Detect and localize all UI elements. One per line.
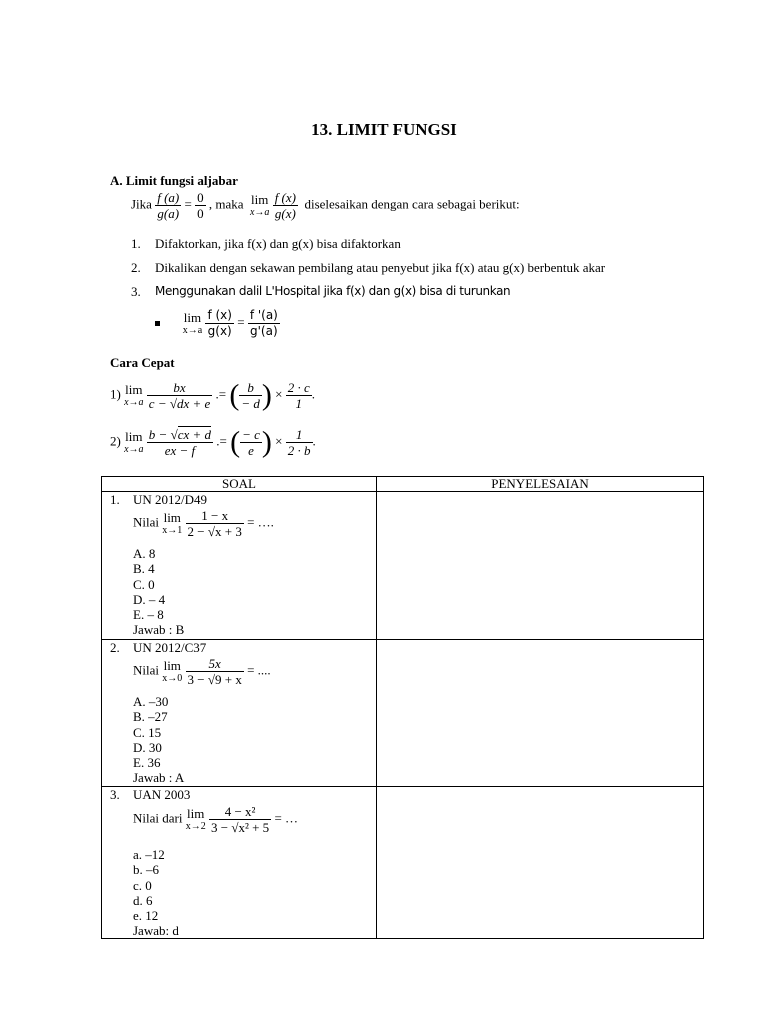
soal-cell: [102, 492, 377, 640]
limit-operator: [162, 511, 182, 537]
numerator: bx: [147, 380, 213, 396]
option: D. – 4: [133, 591, 166, 607]
table-header-row: [102, 477, 704, 492]
lim-sub: x→2: [185, 820, 206, 832]
numerator: b: [239, 380, 262, 396]
question-number: 1.: [110, 492, 120, 507]
table-row: [102, 640, 704, 787]
fx-over-gx: [273, 190, 298, 221]
derivative-fraction: [248, 308, 280, 339]
formula-tail: = ….: [247, 514, 274, 530]
list-item-text: Menggunakan dalil L'Hospital jika f(x) dan g(x) bisa di turunkan: [155, 284, 511, 298]
equals: =: [184, 196, 192, 212]
question-number: 3.: [110, 787, 120, 802]
lim-sub: x→a: [124, 443, 144, 455]
option: E. – 8: [133, 607, 164, 623]
denominator: − d: [241, 396, 260, 411]
option: B. –27: [133, 709, 168, 725]
f-prime: f '(a): [249, 308, 278, 322]
period: .: [312, 433, 316, 449]
denominator-part: 3 −: [187, 672, 208, 687]
denominator: 3 − √9 + x: [187, 672, 242, 687]
denominator: 3 − √x² + 5: [210, 820, 270, 835]
fa-over-ga: [155, 190, 181, 221]
nilai-label: Nilai dari: [133, 810, 183, 826]
table-row: [102, 787, 704, 939]
denominator-part: 3 −: [210, 820, 232, 835]
paren-fraction: [240, 427, 262, 458]
fx-over-gx: [205, 308, 234, 339]
main-fraction: [147, 380, 213, 411]
limit-operator: [183, 311, 202, 337]
fraction: [209, 804, 271, 835]
list-item-number: 2.: [131, 260, 141, 275]
intro-jika: Jika: [131, 196, 152, 212]
zero-den: 0: [197, 206, 204, 221]
denominator: c − √dx + e: [148, 396, 211, 411]
times-sign: ×: [275, 433, 283, 449]
list-item-number: 1.: [131, 236, 141, 251]
nilai-label: Nilai: [133, 662, 159, 678]
denominator: 1: [295, 396, 303, 411]
period: .: [311, 386, 316, 402]
list-item-text: Difaktorkan, jika f(x) dan g(x) bisa difaktorkan: [155, 236, 401, 251]
numerator: 4 − x²: [209, 804, 271, 820]
header-penyelesaian: PENYELESAIAN: [377, 477, 704, 492]
options-list: [133, 546, 184, 638]
fx: f (x): [207, 308, 232, 322]
denominator: e: [248, 443, 254, 458]
hospital-rule: [155, 308, 280, 339]
option: C. 0: [133, 576, 155, 592]
numerator: 5x: [186, 656, 244, 672]
limit-operator: [162, 659, 182, 685]
option: D. 30: [133, 739, 162, 755]
formula-tail: = ....: [247, 662, 271, 678]
option: A. 8: [133, 546, 156, 561]
radicand: dx + e: [176, 396, 211, 411]
denominator-part: 2 −: [187, 524, 208, 539]
option: C. 15: [133, 724, 162, 740]
left-paren: (: [230, 425, 241, 459]
question-formula: [133, 804, 298, 835]
option: e. 12: [133, 908, 159, 924]
paren-fraction: [239, 380, 262, 411]
right-paren: ): [261, 378, 272, 412]
lim-sub: x→a: [124, 396, 144, 408]
question-formula: [133, 656, 271, 687]
formula-number: 2): [110, 433, 121, 449]
fx: f (x): [274, 190, 296, 205]
result-fraction: [286, 380, 312, 411]
denominator: 2 − √x + 3: [187, 524, 242, 539]
formula-number: 1): [110, 386, 121, 402]
equals: .=: [216, 433, 227, 449]
lim-sub: x→a: [182, 324, 203, 336]
lim-sub: x→1: [162, 524, 183, 536]
list-item: [131, 236, 401, 252]
lim-sub: x→0: [162, 672, 183, 684]
numerator: 1: [286, 427, 313, 443]
list-item-text: Dikalikan dengan sekawan pembilang atau penyebut jika f(x) atau g(x) berbentuk akar: [155, 260, 606, 275]
lim-label: lim: [187, 805, 205, 821]
nilai-label: Nilai: [133, 514, 159, 530]
numerator: b − √cx + d: [148, 427, 212, 442]
bullet-icon: [155, 321, 160, 326]
soal-cell: [102, 787, 377, 939]
answer-key: Jawab : A: [133, 770, 185, 786]
denominator: 2 · b: [287, 443, 311, 458]
list-item: [131, 284, 511, 300]
lim-label: lim: [125, 381, 143, 397]
lim-sub: x→a: [249, 206, 270, 218]
limit-operator: [124, 383, 143, 409]
question-source: UN 2012/D49: [133, 492, 208, 507]
right-paren: ): [261, 425, 272, 459]
question-number: 2.: [110, 640, 120, 655]
left-paren: (: [229, 378, 240, 412]
option: d. 6: [133, 892, 153, 908]
penyelesaian-cell: [377, 640, 704, 787]
option: A. –30: [133, 694, 169, 709]
formula-1: [110, 380, 315, 411]
limit-operator: [186, 807, 206, 833]
list-item: [131, 260, 606, 276]
gx: g(x): [274, 206, 296, 221]
options-list: [133, 694, 184, 786]
limit-operator: [124, 430, 143, 456]
formula-2: [110, 427, 316, 458]
equals: =: [237, 314, 245, 330]
fraction: [186, 656, 244, 687]
answer-key: Jawab: d: [133, 923, 179, 939]
equals: .=: [215, 386, 227, 402]
lim-label: lim: [183, 309, 202, 325]
header-soal: SOAL: [102, 477, 377, 492]
denominator-part: c −: [148, 396, 170, 411]
intro-formula: [131, 190, 520, 221]
option: c. 0: [133, 877, 152, 893]
radicand: x² + 5: [238, 820, 270, 835]
question-source: UAN 2003: [133, 787, 191, 802]
radicand: 9 + x: [214, 672, 242, 687]
cara-cepat-heading: Cara Cepat: [110, 355, 175, 370]
ga: g(a): [157, 206, 180, 221]
times-sign: ×: [275, 386, 283, 402]
zero-num: 0: [197, 190, 204, 205]
limit-operator: [250, 193, 269, 219]
options-list: [133, 847, 179, 939]
option: E. 36: [133, 755, 161, 771]
fa: f (a): [157, 190, 180, 205]
section-a-heading: A. Limit fungsi aljabar: [110, 173, 238, 188]
soal-cell: [102, 640, 377, 787]
option: a. –12: [133, 847, 165, 862]
main-fraction: [147, 427, 213, 458]
lim-label: lim: [251, 191, 269, 207]
numerator: 2 · c: [287, 380, 310, 395]
intro-end: diselesaikan dengan cara sebagai berikut:: [304, 196, 520, 212]
result-fraction: [286, 427, 313, 458]
gx: g(x): [207, 324, 232, 338]
option: b. –6: [133, 862, 159, 878]
denominator: ex − f: [164, 443, 196, 458]
radicand: cx + d: [177, 427, 212, 442]
lim-label: lim: [163, 657, 181, 673]
list-item-number: 3.: [131, 284, 141, 299]
g-prime: g'(a): [250, 324, 278, 338]
problems-table: [101, 476, 704, 939]
lim-label: lim: [125, 428, 143, 444]
zero-over-zero: [195, 190, 206, 221]
numerator-part: b −: [148, 427, 171, 442]
question-formula: [133, 508, 274, 539]
answer-key: Jawab : B: [133, 622, 185, 638]
table-row: [102, 492, 704, 640]
penyelesaian-cell: [377, 492, 704, 640]
penyelesaian-cell: [377, 787, 704, 939]
numerator: 1 − x: [186, 508, 244, 524]
page-title: 13. LIMIT FUNGSI: [311, 120, 457, 139]
option: B. 4: [133, 561, 155, 577]
fraction: [186, 508, 244, 539]
lim-label: lim: [163, 509, 181, 525]
formula-tail: = …: [274, 810, 299, 826]
radicand: x + 3: [214, 524, 242, 539]
numerator: − c: [242, 427, 260, 442]
question-source: UN 2012/C37: [133, 640, 207, 655]
intro-maka: , maka: [208, 196, 244, 212]
